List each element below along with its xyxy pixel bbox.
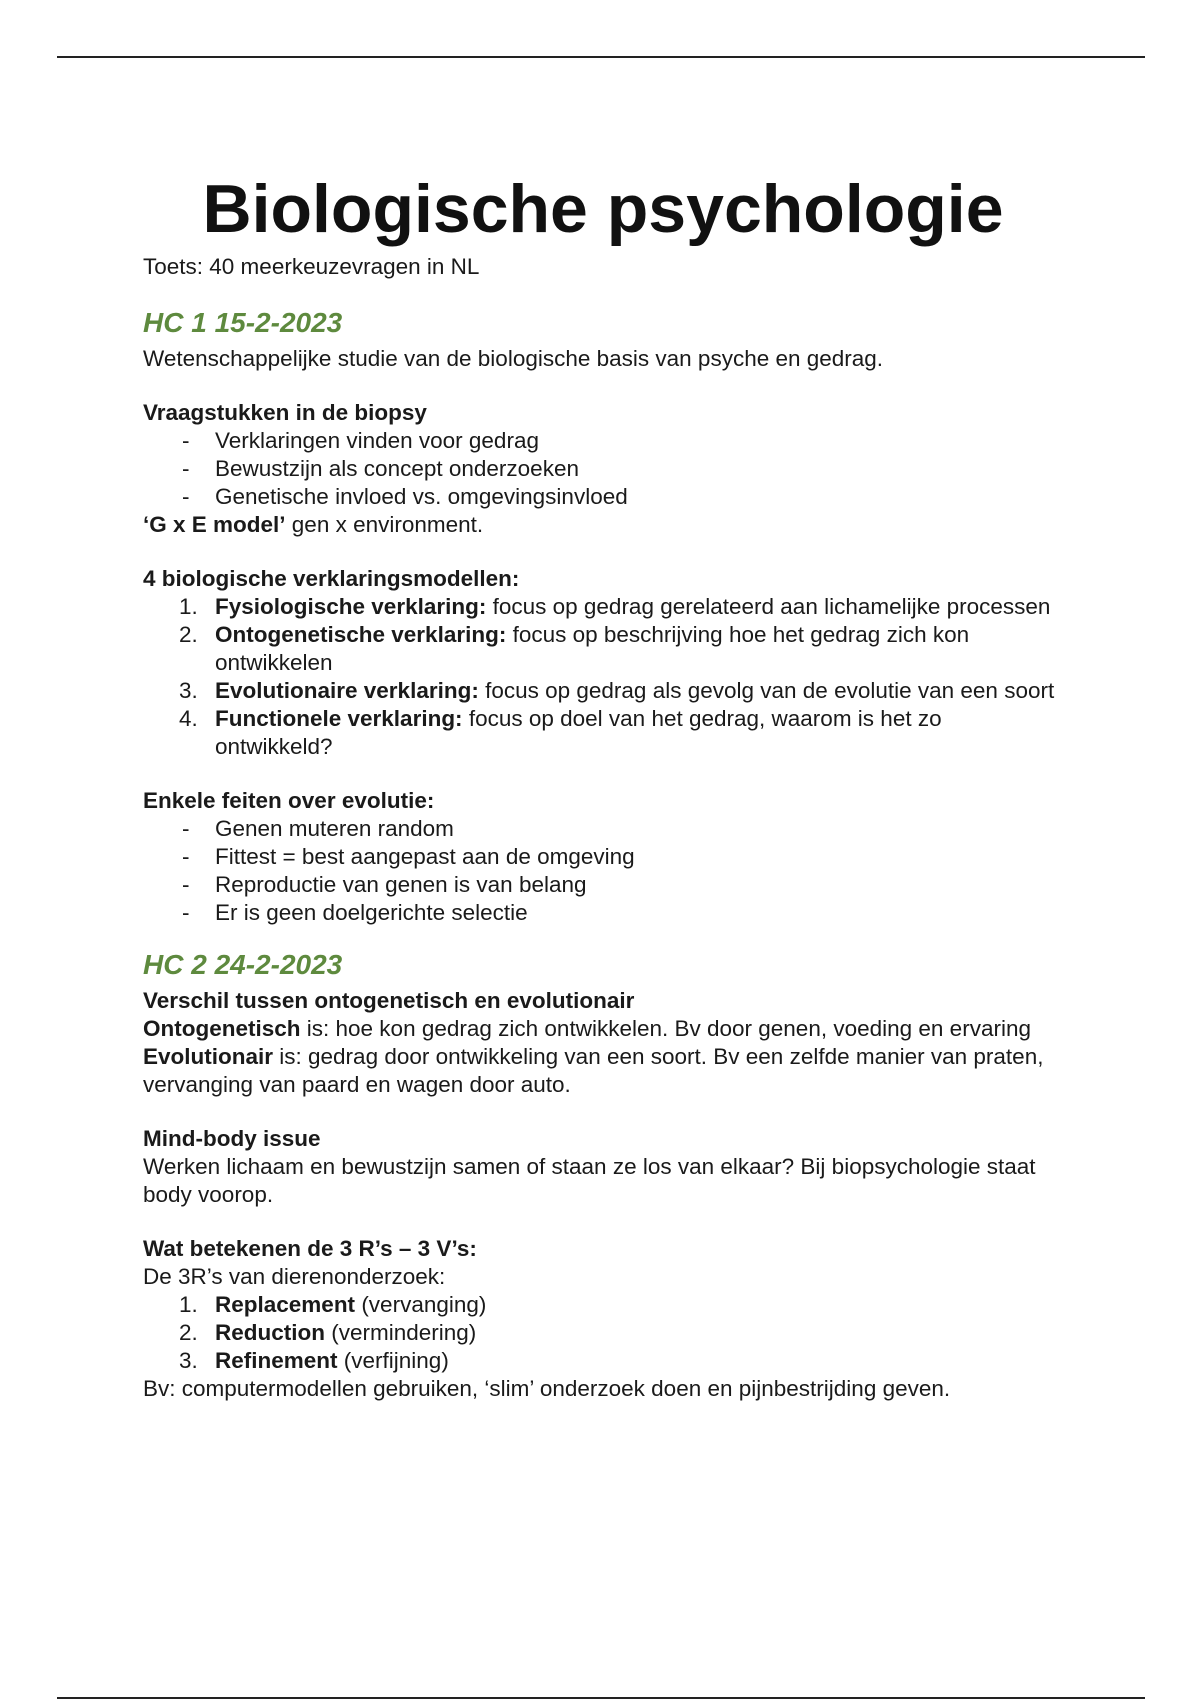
subtitle: Toets: 40 meerkeuzevragen in NL	[143, 254, 480, 279]
vraagstukken-heading: Vraagstukken in de biopsy	[143, 400, 427, 425]
bottom-rule	[57, 1697, 1145, 1699]
list-item: 2. Reduction (vermindering)	[179, 1320, 477, 1345]
feiten-heading: Enkele feiten over evolutie:	[143, 788, 435, 813]
list-item: - Verklaringen vinden voor gedrag	[182, 428, 539, 453]
mindbody-heading: Mind-body issue	[143, 1126, 321, 1151]
list-item: 1. Fysiologische verklaring: focus op gedrag gerelateerd aan lichamelijke processen	[179, 594, 1051, 619]
feiten-list	[143, 815, 1063, 927]
rs-list	[143, 1291, 1063, 1375]
page-title: Biologische psychologie	[202, 171, 1004, 247]
ontogenetisch-paragraph: Ontogenetisch is: hoe kon gedrag zich ontwikkelen. Bv door genen, voeding en ervaring	[143, 1016, 1031, 1041]
top-rule	[57, 56, 1145, 58]
list-item: - Er is geen doelgerichte selectie	[182, 900, 528, 925]
rs-example: Bv: computermodellen gebruiken, ‘slim’ onderzoek doen en pijnbestrijding geven.	[143, 1376, 951, 1401]
evolutionair-paragraph: Evolutionair is: gedrag door ontwikkeling van een soort. Bv een zelfde manier van praten, vervanging van paard en wagen door auto.	[143, 1044, 1044, 1097]
rs-intro: De 3R’s van dierenonderzoek:	[143, 1264, 446, 1289]
rs-heading: Wat betekenen de 3 R’s – 3 V’s:	[143, 1236, 477, 1261]
list-item: 4. Functionele verklaring: focus op doel van het gedrag, waarom is het zo ontwikkeld?	[179, 706, 942, 759]
list-item: 1. Replacement (vervanging)	[179, 1292, 487, 1317]
modellen-list	[143, 593, 1063, 761]
list-item: - Genen muteren random	[182, 816, 454, 841]
list-item: 3. Evolutionaire verklaring: focus op gedrag als gevolg van de evolutie van een soort	[179, 678, 1055, 703]
mindbody-text: Werken lichaam en bewustzijn samen of staan ze los van elkaar? Bij biopsychologie staat body voorop.	[143, 1154, 1036, 1207]
list-item: - Reproductie van genen is van belang	[182, 872, 587, 897]
list-item: 3. Refinement (verfijning)	[179, 1348, 449, 1373]
hc2-heading: HC 2 24-2-2023	[143, 949, 343, 980]
list-item: - Bewustzijn als concept onderzoeken	[182, 456, 579, 481]
list-item: 2. Ontogenetische verklaring: focus op beschrijving hoe het gedrag zich kon ontwikkelen	[179, 622, 970, 675]
modellen-heading: 4 biologische verklaringsmodellen:	[143, 566, 520, 591]
list-item: - Genetische invloed vs. omgevingsinvloed	[182, 484, 628, 509]
list-item: - Fittest = best aangepast aan de omgeving	[182, 844, 635, 869]
gxe-model-line: ‘G x E model’ gen x environment.	[143, 512, 484, 537]
document-body	[143, 165, 1063, 1403]
hc1-heading: HC 1 15-2-2023	[143, 307, 343, 338]
hc1-intro: Wetenschappelijke studie van de biologische basis van psyche en gedrag.	[143, 346, 884, 371]
vraagstukken-list	[143, 427, 1063, 511]
verschil-heading: Verschil tussen ontogenetisch en evolutionair	[143, 988, 635, 1013]
